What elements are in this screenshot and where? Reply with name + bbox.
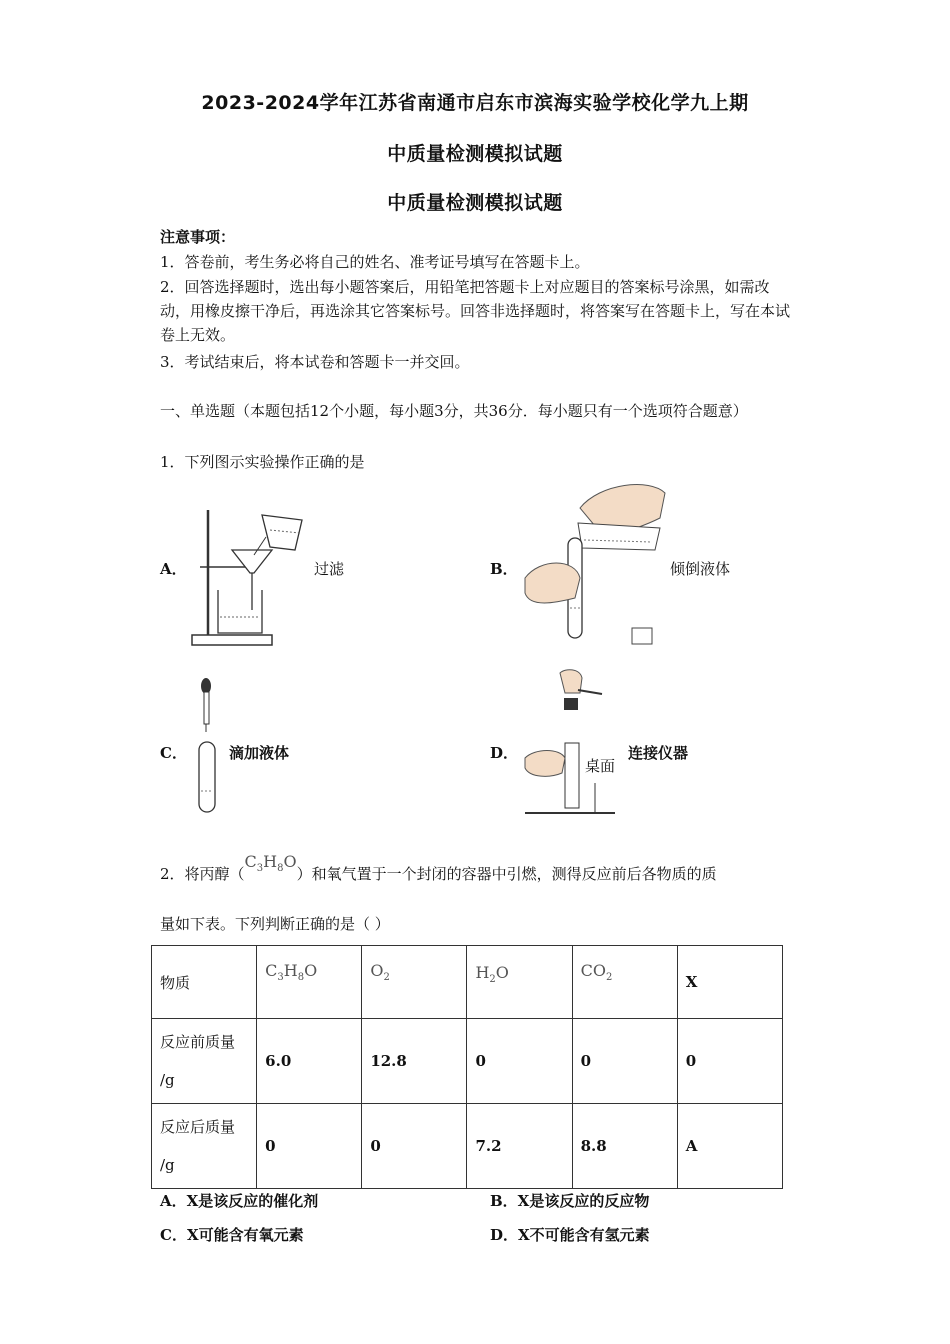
- question-2-stem: [160, 852, 820, 893]
- option-c-letter: C．: [160, 744, 187, 762]
- cell-after-x: A: [677, 1104, 782, 1189]
- option-c-label: 滴加液体: [229, 744, 290, 762]
- section-1-heading: 一、单选题（本题包括12个小题，每小题3分，共36分．每小题只有一个选项符合题意）: [160, 402, 748, 420]
- table-row: [152, 1019, 783, 1104]
- cell-before-propanol: 6.0: [257, 1019, 362, 1104]
- cell-after-water: 7.2: [467, 1104, 572, 1189]
- row-label-before: 反应前质量 /g: [152, 1019, 257, 1104]
- column-header-water: $H_2O$: [467, 946, 572, 1019]
- question-2-stem-line2: 量如下表。下列判断正确的是（ ）: [160, 915, 390, 933]
- cell-after-propanol: 0: [257, 1104, 362, 1189]
- cell-before-oxygen: 12.8: [362, 1019, 467, 1104]
- column-header-carbon-dioxide: $CO_2$: [572, 946, 677, 1019]
- question-2-stem-after: ）和氧气置于一个封闭的容器中引燃，测得反应前后各物质的质: [296, 865, 717, 883]
- table-row: [152, 946, 783, 1019]
- notice-item-1: 1．答卷前，考生务必将自己的姓名、准考证号填写在答题卡上。: [160, 253, 590, 271]
- cell-before-water: 0: [467, 1019, 572, 1104]
- desk-surface-label: 桌面: [585, 757, 616, 775]
- notice-heading: 注意事项：: [160, 228, 236, 246]
- mass-table: [151, 945, 783, 1189]
- cell-after-carbon-dioxide: 8.8: [572, 1104, 677, 1189]
- option-d-label: 连接仪器: [628, 744, 689, 762]
- column-header-x: X: [677, 946, 782, 1019]
- cell-before-carbon-dioxide: 0: [572, 1019, 677, 1104]
- page-title-line3: 中质量检测模拟试题: [387, 192, 563, 214]
- filtration-figure: [190, 495, 320, 650]
- connect-apparatus-figure: [520, 668, 620, 818]
- option-b-letter: B．: [490, 560, 518, 578]
- cell-after-oxygen: 0: [362, 1104, 467, 1189]
- option-b-label: 倾倒液体: [670, 560, 731, 578]
- column-header-propanol: $C_3H_8O$: [257, 946, 362, 1019]
- choice-d: D．X不可能含有氢元素: [490, 1226, 650, 1244]
- option-a-letter: A．: [160, 560, 187, 578]
- propanol-formula: $C_3H_8O$: [244, 852, 297, 875]
- dropper-figure: [195, 676, 225, 818]
- option-a-label: 过滤: [314, 560, 345, 578]
- pour-liquid-figure: [520, 478, 670, 653]
- page-title-line1: 2023-2024学年江苏省南通市启东市滨海实验学校化学九上期: [201, 92, 749, 114]
- choice-b: B．X是该反应的反应物: [490, 1192, 650, 1210]
- table-row: [152, 1104, 783, 1189]
- page-title-line2: 中质量检测模拟试题: [387, 143, 563, 165]
- choice-c: C．X可能含有氧元素: [160, 1226, 304, 1244]
- question-2-stem-before: 2．将丙醇（: [160, 865, 245, 883]
- option-d-letter: D．: [490, 744, 519, 762]
- notice-item-2: 2．回答选择题时，选出每小题答案后，用铅笔把答题卡上对应题目的答案标号涂黑，如需改动，用橡皮擦干净后，再选涂其它答案标号。回答非选择题时，将答案写在答题卡上，写在本试卷上无效。: [160, 278, 791, 344]
- table-header-label: 物质: [152, 946, 257, 1019]
- notice-item-3: 3．考试结束后，将本试卷和答题卡一并交回。: [160, 353, 470, 371]
- cell-before-x: 0: [677, 1019, 782, 1104]
- choice-a: A．X是该反应的催化剂: [160, 1192, 319, 1210]
- question-1-stem: 1．下列图示实验操作正确的是: [160, 453, 365, 471]
- row-label-after: 反应后质量 /g: [152, 1104, 257, 1189]
- column-header-oxygen: $O_2$: [362, 946, 467, 1019]
